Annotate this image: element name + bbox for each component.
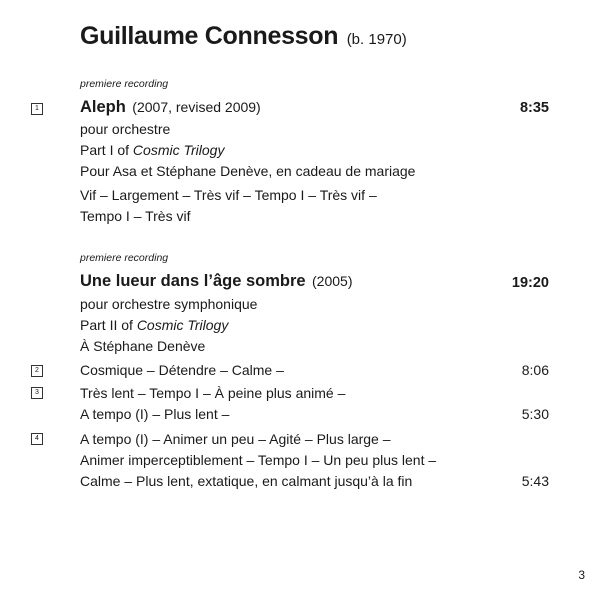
- composer-name: Guillaume Connesson: [80, 22, 339, 50]
- work-title-line: [80, 98, 261, 117]
- tempo-line: Tempo I – Très vif: [80, 208, 191, 224]
- work-title: Aleph: [80, 98, 126, 116]
- premiere-label: premiere recording: [80, 252, 169, 264]
- work-duration: 8:35: [519, 100, 549, 116]
- page-number: 3: [578, 568, 585, 582]
- work-duration: 19:20: [511, 275, 549, 291]
- instrumentation: pour orchestre symphonique: [80, 296, 258, 312]
- work-year: (2007, revised 2009): [132, 99, 261, 115]
- movement-line: Calme – Plus lent, extatique, en calmant jusqu’à la fin: [80, 473, 413, 489]
- movement-line: Animer imperceptiblement – Tempo I – Un peu plus lent –: [80, 452, 437, 468]
- composer-dates: (b. 1970): [346, 31, 407, 48]
- work-year: (2005): [312, 273, 353, 289]
- tempo-line: Vif – Largement – Très vif – Tempo I – Très vif –: [80, 187, 377, 203]
- part-prefix: Part II of: [80, 317, 137, 333]
- movement-line: Cosmique – Détendre – Calme –: [80, 362, 284, 378]
- movement-duration: 5:30: [521, 406, 549, 422]
- track-number-box: 2: [31, 365, 43, 377]
- part-work-title: Cosmic Trilogy: [132, 142, 225, 158]
- part-prefix: Part I of: [80, 142, 133, 158]
- track-number-box: 1: [31, 103, 43, 115]
- movement-line: A tempo (I) – Plus lent –: [80, 406, 230, 422]
- movement-line: Très lent – Tempo I – À peine plus animé –: [80, 385, 346, 401]
- movement-duration: 5:43: [521, 473, 549, 489]
- part-work-title: Cosmic Trilogy: [136, 317, 229, 333]
- composer-heading: [80, 22, 407, 51]
- part-of-line: [80, 142, 224, 158]
- movement-line: A tempo (I) – Animer un peu – Agité – Plus large –: [80, 431, 391, 447]
- premiere-label: premiere recording: [80, 78, 169, 90]
- movement-duration: 8:06: [521, 362, 549, 378]
- track-number-box: 4: [31, 433, 43, 445]
- dedication: À Stéphane Denève: [80, 338, 206, 354]
- work-title-line: [80, 272, 352, 291]
- dedication: Pour Asa et Stéphane Denève, en cadeau de mariage: [80, 163, 416, 179]
- track-number-box: 3: [31, 387, 43, 399]
- work-title: Une lueur dans l’âge sombre: [80, 272, 306, 290]
- instrumentation: pour orchestre: [80, 121, 171, 137]
- part-of-line: [80, 317, 228, 333]
